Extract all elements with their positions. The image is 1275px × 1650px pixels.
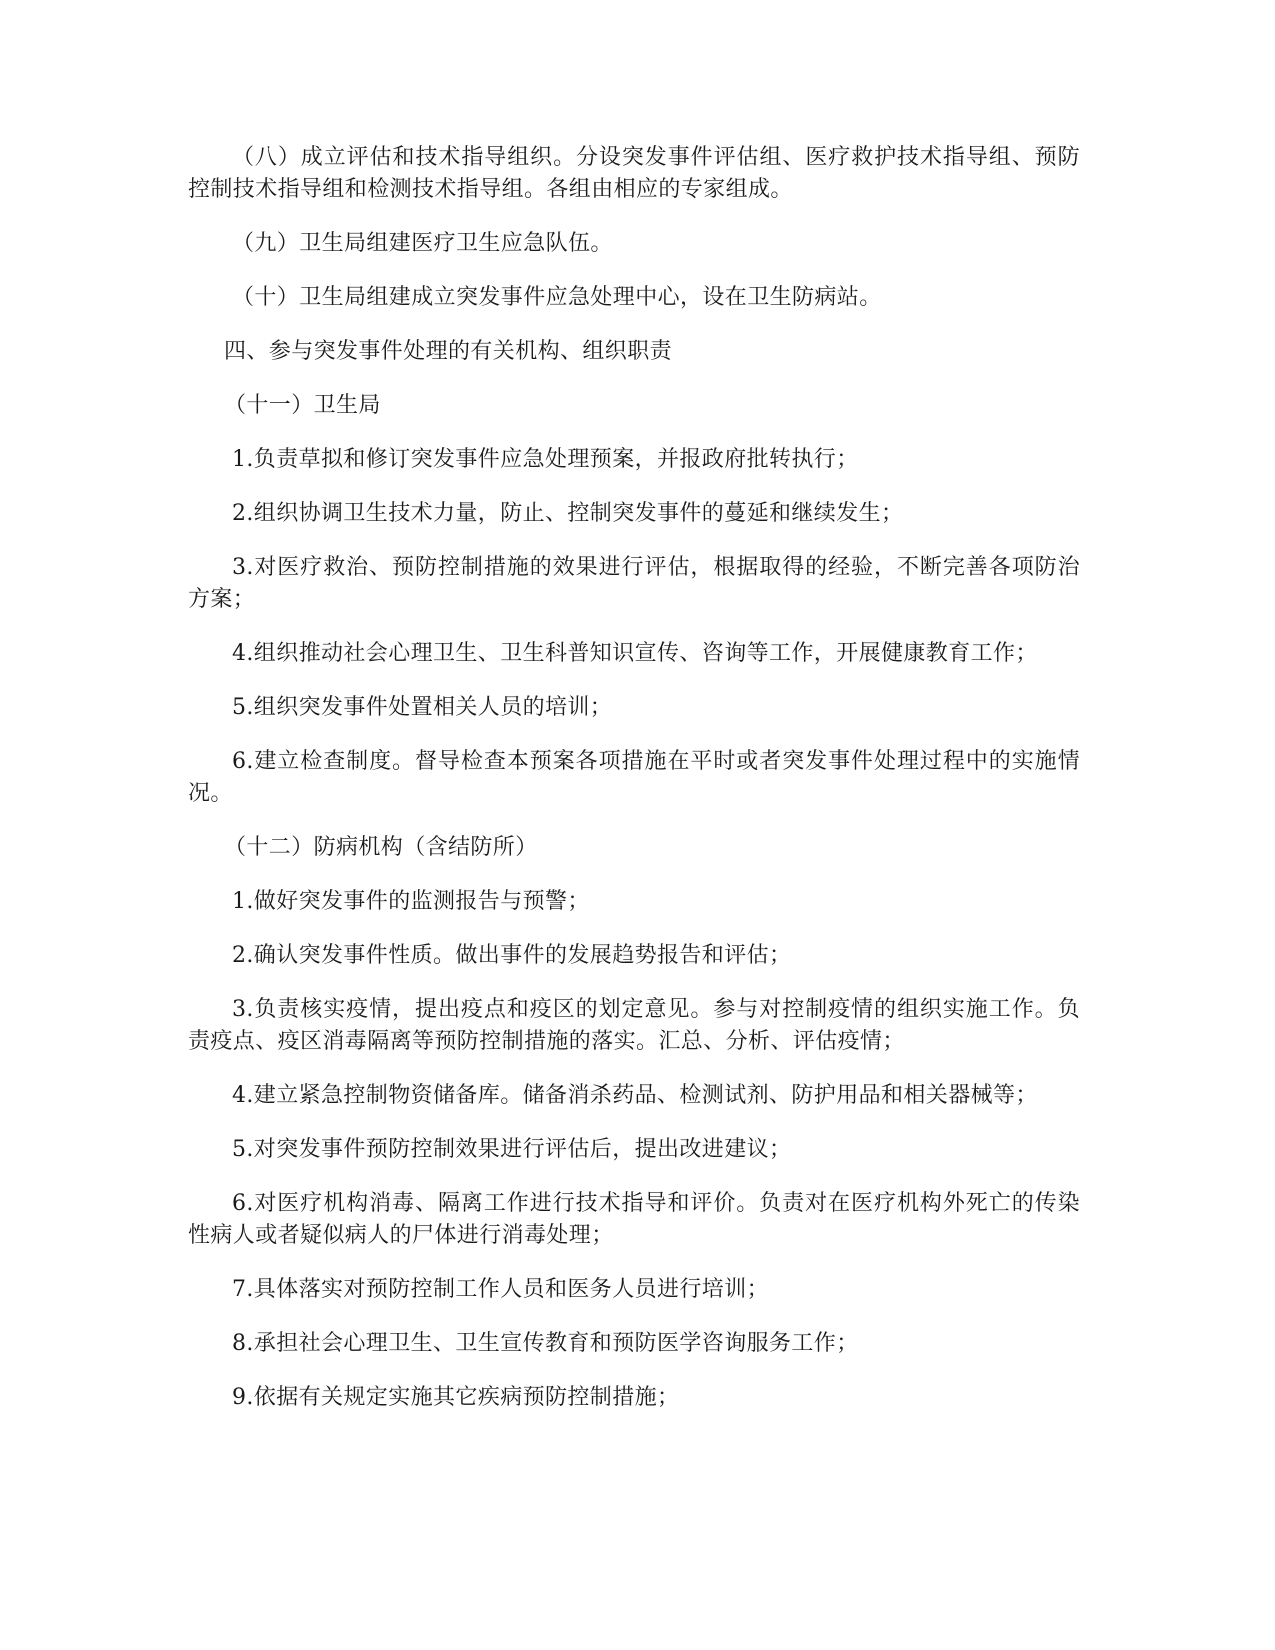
paragraph-8-evaluation-org: （八）成立评估和技术指导组织。分设突发事件评估组、医疗救护技术指导组、预防控制技术指导组和检测技术指导组。各组由相应的专家组成。 [188, 145, 1080, 202]
list-item-11-3: 3.对医疗救治、预防控制措施的效果进行评估，根据取得的经验，不断完善各项防治方案； [188, 555, 1080, 612]
list-item-12-2: 2.确认突发事件性质。做出事件的发展趋势报告和评估； [232, 943, 792, 968]
paragraph-9-medical-team: （九）卫生局组建医疗卫生应急队伍。 [232, 231, 613, 256]
list-item-12-8: 8.承担社会心理卫生、卫生宣传教育和预防医学咨询服务工作； [232, 1331, 859, 1356]
list-item-12-7: 7.具体落实对预防控制工作人员和医务人员进行培训； [232, 1277, 769, 1302]
list-item-12-5: 5.对突发事件预防控制效果进行评估后，提出改进建议； [232, 1137, 792, 1162]
list-item-12-3: 3.负责核实疫情，提出疫点和疫区的划定意见。参与对控制疫情的组织实施工作。负责疫点、疫区消毒隔离等预防控制措施的落实。汇总、分析、评估疫情； [188, 997, 1080, 1054]
list-item-11-1: 1.负责草拟和修订突发事件应急处理预案，并报政府批转执行； [232, 447, 859, 472]
list-item-11-6: 6.建立检查制度。督导检查本预案各项措施在平时或者突发事件处理过程中的实施情况。 [188, 749, 1080, 806]
document-body [188, 142, 1080, 1436]
list-item-11-4: 4.组织推动社会心理卫生、卫生科普知识宣传、咨询等工作，开展健康教育工作； [232, 641, 1038, 666]
list-item-12-9: 9.依据有关规定实施其它疾病预防控制措施； [232, 1385, 680, 1410]
list-item-11-2: 2.组织协调卫生技术力量，防止、控制突发事件的蔓延和继续发生； [232, 501, 904, 526]
list-item-12-4: 4.建立紧急控制物资储备库。储备消杀药品、检测试剂、防护用品和相关器械等； [232, 1083, 1038, 1108]
list-item-12-1: 1.做好突发事件的监测报告与预警； [232, 889, 590, 914]
paragraph-10-response-center: （十）卫生局组建成立突发事件应急处理中心，设在卫生防病站。 [232, 285, 882, 310]
list-item-12-6: 6.对医疗机构消毒、隔离工作进行技术指导和评价。负责对在医疗机构外死亡的传染性病人或者疑似病人的尸体进行消毒处理； [188, 1191, 1080, 1248]
subsection-heading-12: （十二）防病机构（含结防所） [224, 835, 538, 860]
subsection-heading-11: （十一）卫生局 [224, 393, 381, 418]
list-item-11-5: 5.组织突发事件处置相关人员的培训； [232, 695, 613, 720]
section-heading-4: 四、参与突发事件处理的有关机构、组织职责 [224, 339, 673, 364]
